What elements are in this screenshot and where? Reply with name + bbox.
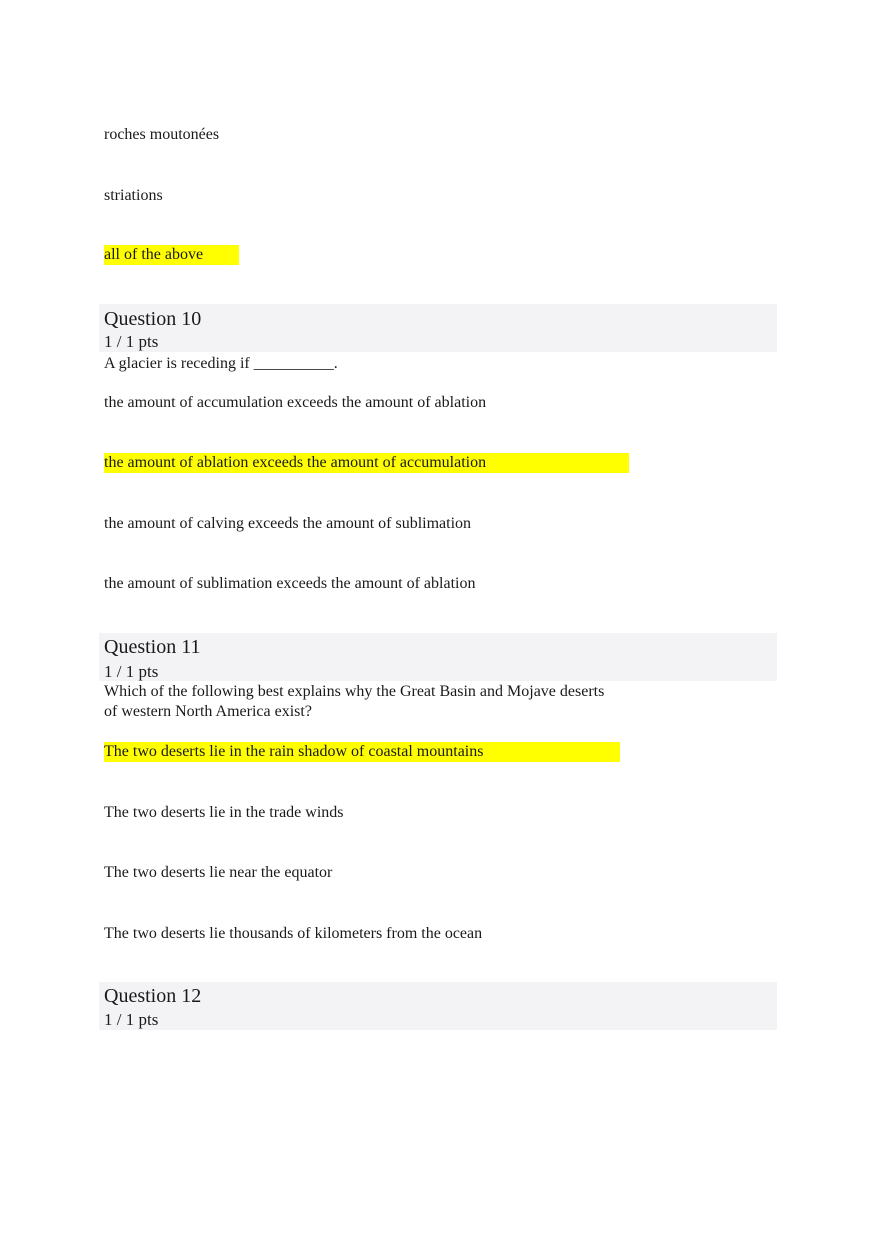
question-title: Question 10: [104, 308, 202, 330]
question-text-line-1: Which of the following best explains why the Great Basin and Mojave deserts: [104, 683, 605, 700]
answer-option-selected[interactable]: [104, 453, 629, 473]
answer-option[interactable]: [104, 125, 219, 145]
answer-text: striations: [104, 187, 163, 204]
answer-text-highlighted: all of the above: [104, 245, 239, 265]
answer-option[interactable]: [104, 393, 486, 413]
answer-text: the amount of sublimation exceeds the amount of ablation: [104, 575, 476, 592]
question-title: Question 11: [104, 636, 201, 658]
question-title: Question 12: [104, 985, 202, 1007]
answer-text-highlighted: the amount of ablation exceeds the amount of accumulation: [104, 453, 629, 473]
question-text: A glacier is receding if __________.: [104, 355, 338, 372]
answer-text: The two deserts lie near the equator: [104, 864, 333, 881]
question-text-line-2: of western North America exist?: [104, 703, 312, 720]
answer-text: the amount of accumulation exceeds the amount of ablation: [104, 394, 487, 411]
question-header-bg: [99, 633, 777, 681]
answer-option[interactable]: [104, 924, 482, 944]
question-points: 1 / 1 pts: [104, 662, 159, 681]
answer-option[interactable]: [104, 863, 332, 883]
answer-option[interactable]: [104, 514, 471, 534]
answer-text: The two deserts lie thousands of kilometers from the ocean: [104, 925, 483, 942]
answer-text: roches moutonées: [104, 126, 220, 143]
answer-option[interactable]: [104, 186, 163, 206]
question-points: 1 / 1 pts: [104, 332, 159, 351]
answer-option-selected[interactable]: [104, 245, 239, 265]
answer-text: The two deserts lie in the trade winds: [104, 804, 344, 821]
answer-text-highlighted: The two deserts lie in the rain shadow of coastal mountains: [104, 742, 620, 762]
answer-option-selected[interactable]: [104, 742, 620, 762]
answer-option[interactable]: [104, 803, 344, 823]
answer-text: the amount of calving exceeds the amount of sublimation: [104, 515, 472, 532]
answer-option[interactable]: [104, 574, 475, 594]
question-points: 1 / 1 pts: [104, 1010, 159, 1029]
